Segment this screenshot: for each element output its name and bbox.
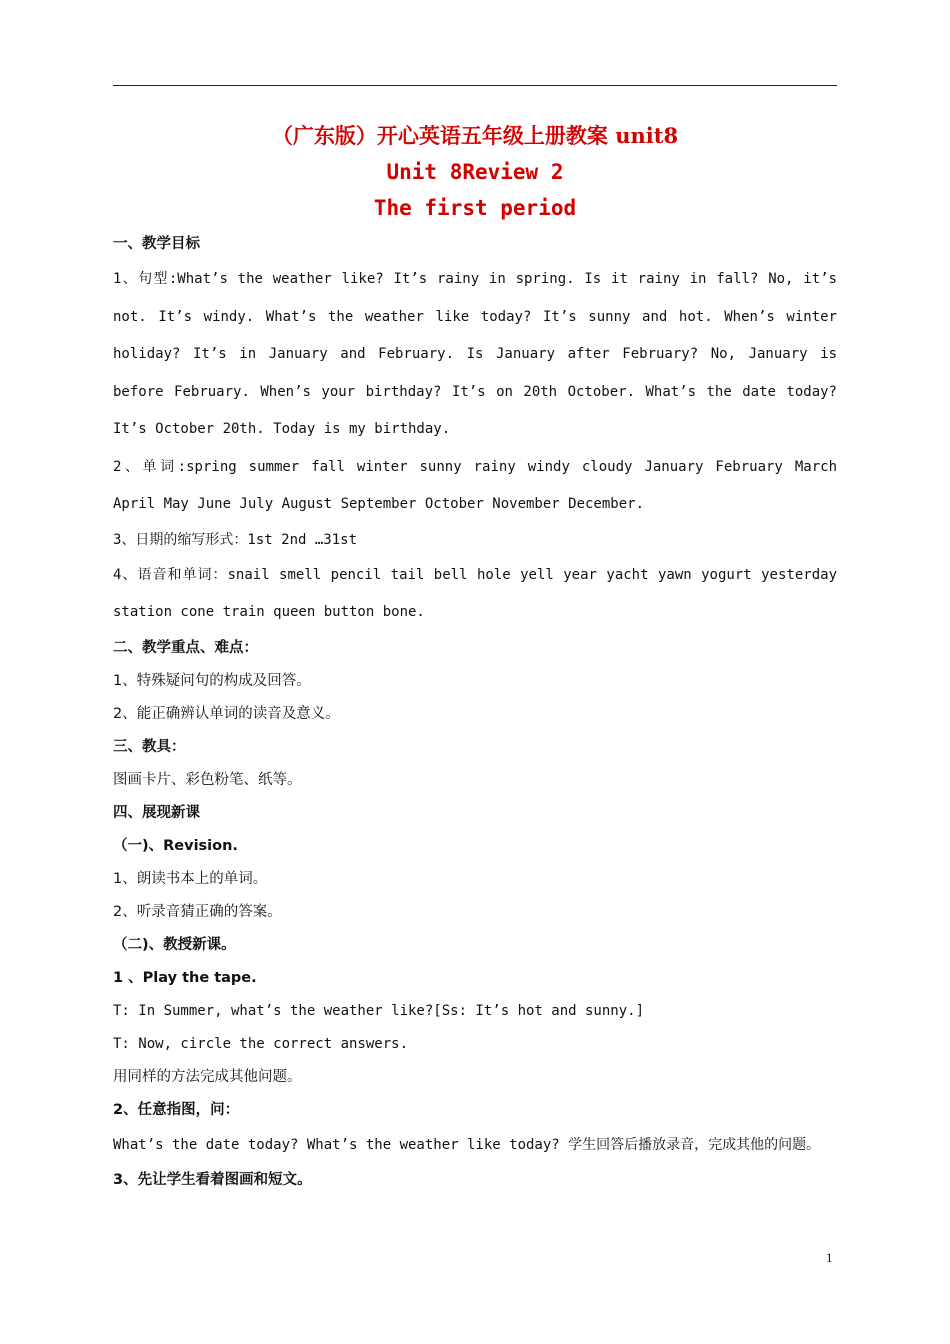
paragraph: T: Now, circle the correct answers.: [113, 1035, 409, 1052]
paragraph: 用同样的方法完成其他问题。: [113, 1068, 302, 1085]
paragraph: 4、语音和单词：snail smell pencil tail bell hole yell year yacht yawn yogurt yesterday station cone train queen button bone.: [113, 566, 837, 620]
subsection-heading: （一)、Revision.: [113, 837, 238, 854]
section-heading: 二、教学重点、难点：: [113, 639, 258, 656]
document-title: （广东版）开心英语五年级上册教案 unit8: [271, 123, 679, 148]
document-body: [113, 228, 837, 1197]
step-heading: 2、任意指图，问：: [113, 1101, 240, 1118]
section-heading: 一、教学目标: [113, 236, 200, 252]
unit-subtitle: Unit 8Review 2: [386, 160, 564, 184]
section-heading: 三、教具：: [113, 738, 186, 755]
period-title: The first period: [373, 196, 577, 220]
paragraph: T: In Summer, what’s the weather like?[Ss: It’s hot and sunny.]: [113, 1002, 645, 1019]
page-number: 1: [826, 1250, 833, 1265]
paragraph: 图画卡片、彩色粉笔、纸等。: [113, 771, 302, 788]
paragraph: 1、特殊疑问句的构成及回答。: [113, 672, 311, 689]
title-block: [0, 118, 950, 226]
paragraph: 2、听录音猜正确的答案。: [113, 903, 282, 920]
paragraph: 3、日期的缩写形式：1st 2nd …31st: [113, 531, 358, 548]
step-heading: 3、先让学生看着图画和短文。: [113, 1172, 312, 1188]
paragraph: What’s the date today? What’s the weather like today? 学生回答后播放录音，完成其他的问题。: [113, 1136, 821, 1153]
paragraph: 2、能正确辨认单词的读音及意义。: [113, 705, 340, 722]
paragraph: 2、单词:spring summer fall winter sunny rainy windy cloudy January February March April May June July August September October November December.: [113, 458, 837, 512]
header-rule: [113, 85, 837, 86]
section-heading: 四、展现新课: [113, 804, 200, 821]
step-heading: 1 、Play the tape.: [113, 969, 257, 986]
subsection-heading: （二)、教授新课。: [113, 936, 236, 953]
paragraph: 1、句型:What’s the weather like? It’s rainy in spring. Is it rainy in fall? No, it’s not. It’s windy. What’s the weather like today? It’s sunny and hot. When’s winter holiday? It’s in January and February. Is January after February? No, January is before February. When’s your birthday? It’s on 20th October. What’s the date today? It’s October 20th. Today is my birthday.: [113, 271, 837, 437]
paragraph: 1、朗读书本上的单词。: [113, 870, 268, 887]
